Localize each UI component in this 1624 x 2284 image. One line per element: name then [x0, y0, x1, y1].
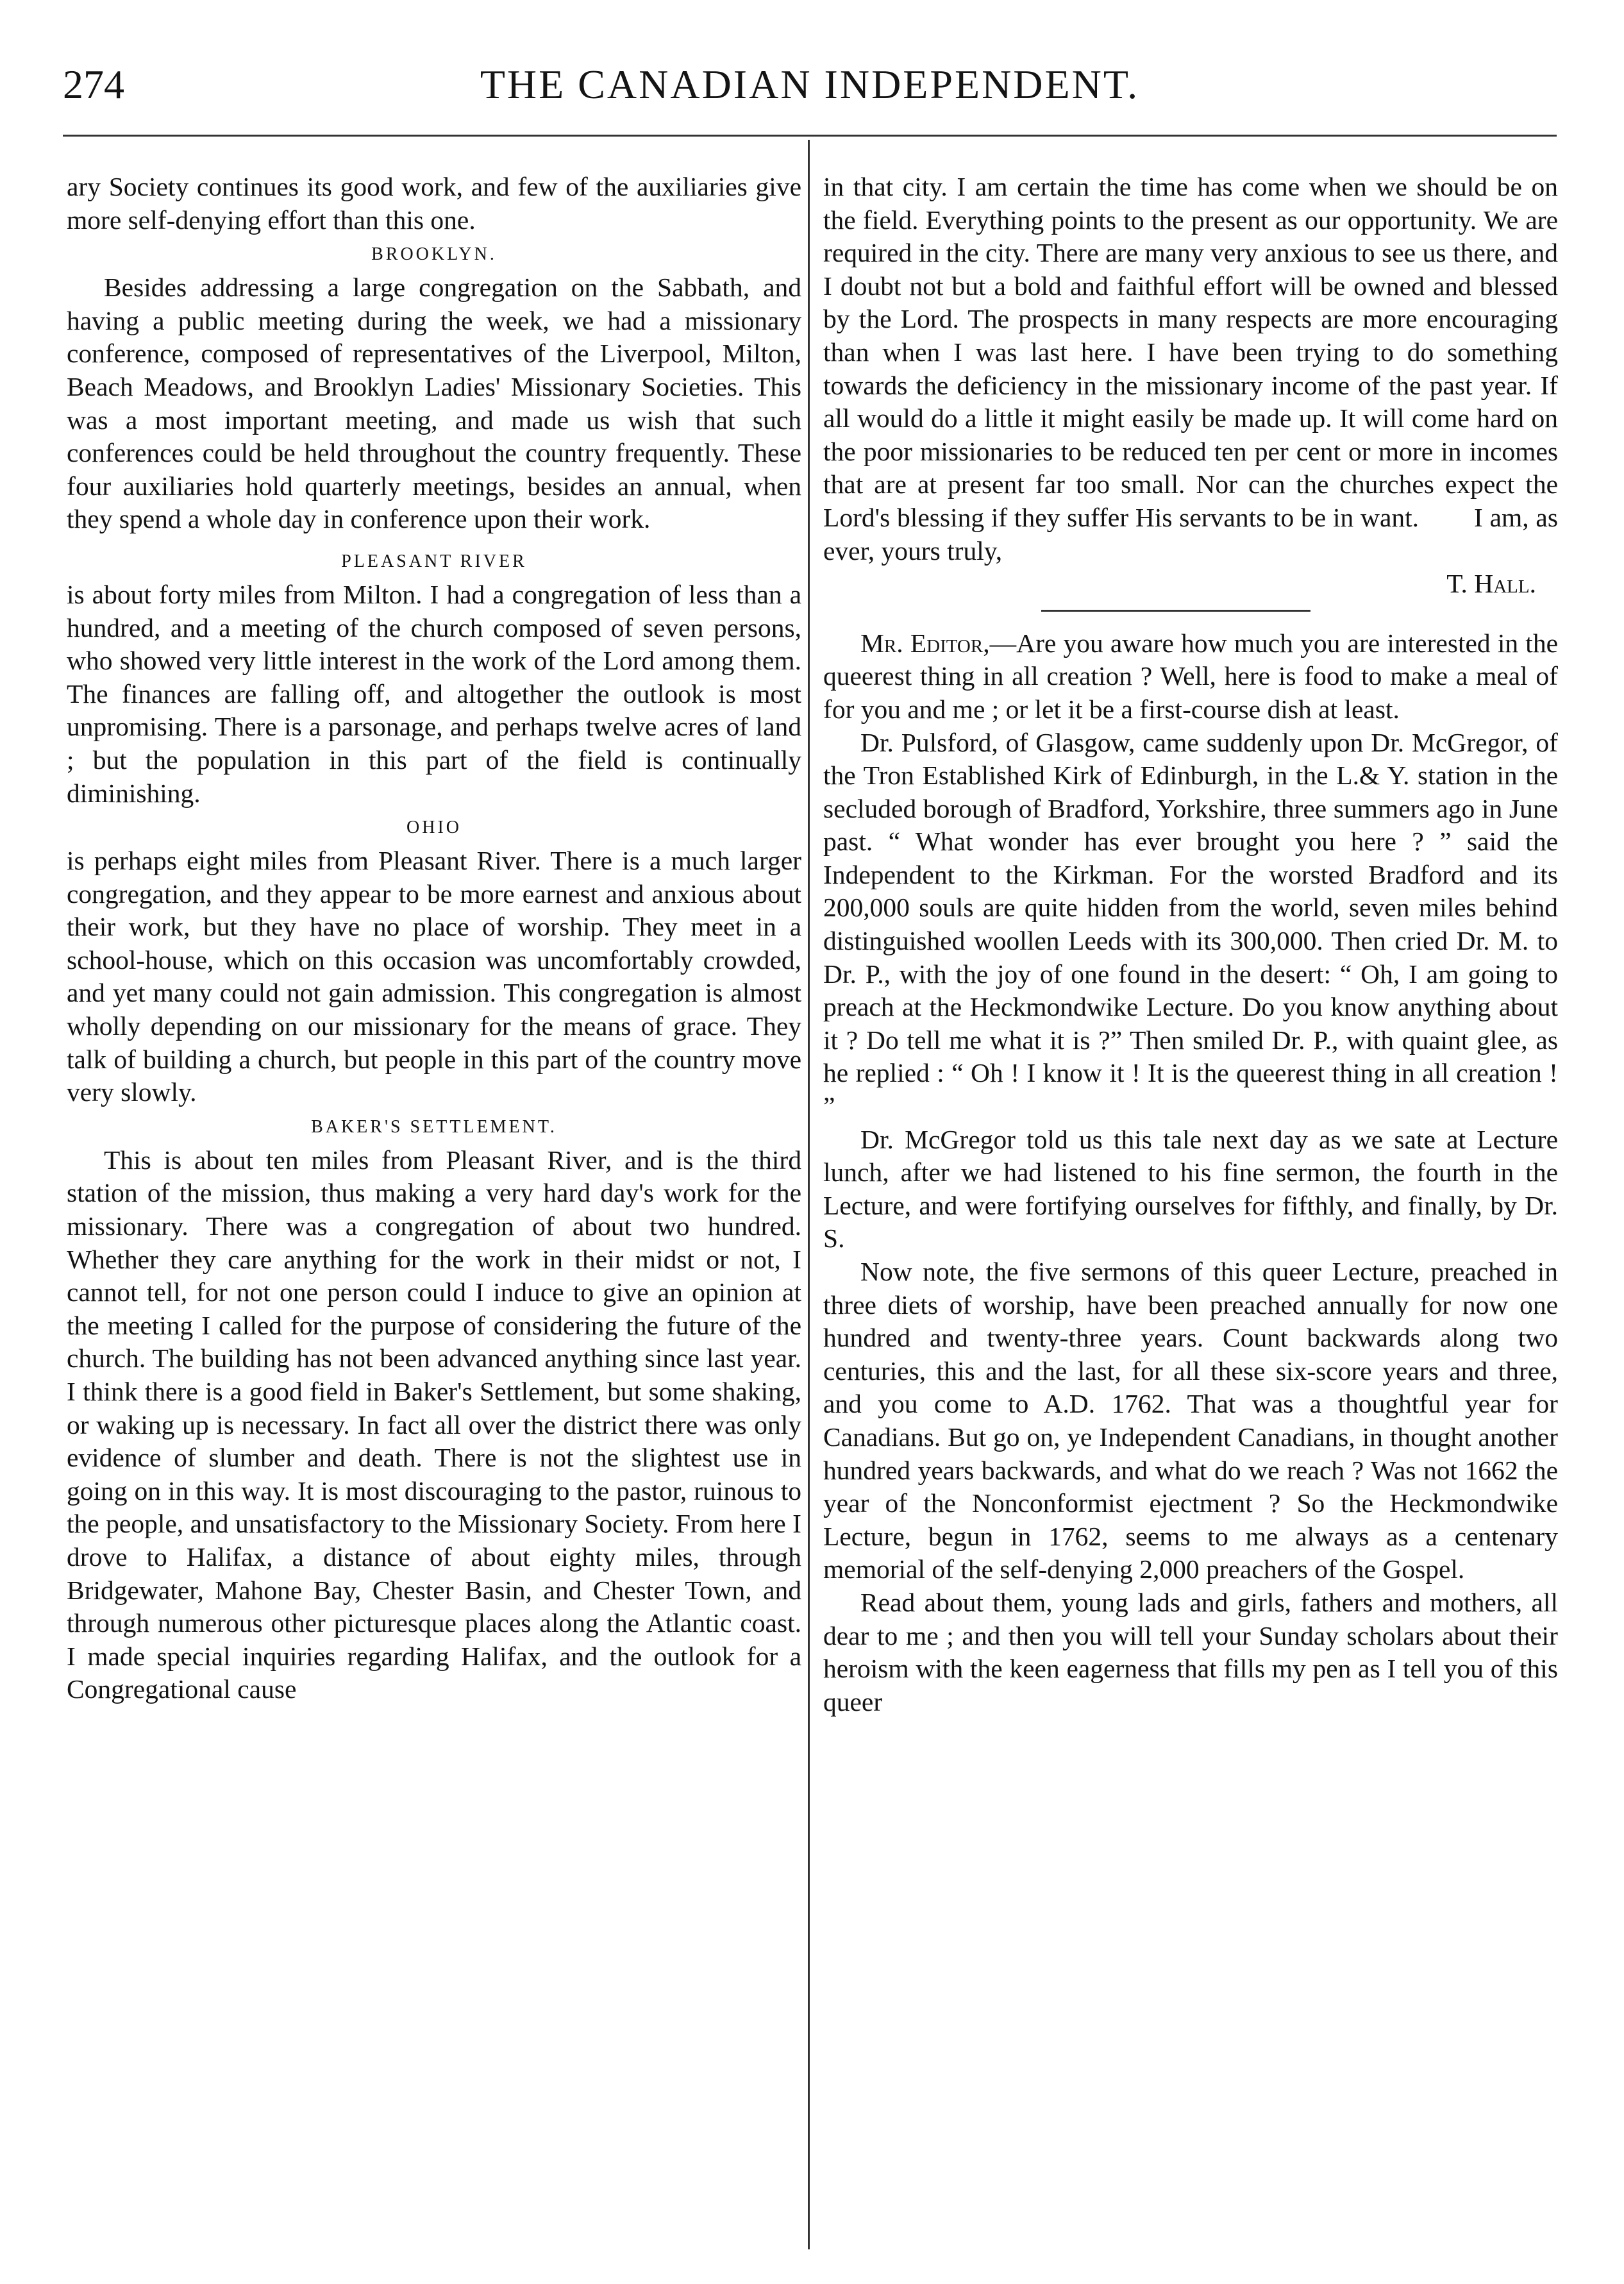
- letter-paragraph-text: —Are you aware how much you are interested in the queerest thing in all creation ? Well, here is food to make a meal of for you and me ; or let it be a first-course dish at least.: [823, 628, 1558, 724]
- section-heading-brooklyn: BROOKLYN.: [371, 244, 497, 265]
- section-text-pleasant-river: is about forty miles from Milton. I had a congregation of less than a hundred, and a meeting of the church composed of seven persons, who showed very little interest in the work of the Lord among them. The finances are falling off, and altogether the outlook is most unpromising. There is a parsonage, and perhaps twelve acres of land ; but the population in this part of the field is continually diminishing.: [67, 579, 801, 808]
- section-heading-pleasant-river: PLEASANT RIVER: [341, 551, 527, 571]
- section-text-bakers-settlement: This is about ten miles from Pleasant River, and is the third station of the mission, thus making a very hard day's work for the missionary. There was a congregation of about two hundred. Whether they care anything for the work in their midst or not, I cannot tell, for not one person could I induce to give an opinion at the meeting I called for the purpose of considering the future of the church. The building has not been advanced anything since last year. I think there is a good field in Baker's Settlement, but some shaking, or waking up is necessary. In fact all over the district there was only evidence of slumber and death. There is not the slightest use in going on in this way. It is most discouraging to the pastor, ruinous to the people, and unsatisfactory to the Missionary Society. From here I drove to Halifax, a distance of about eighty miles, through Bridgewater, Mahone Bay, Chester Basin, and Chester Town, and through numerous other picturesque places along the Atlantic coast. I made special inquiries regarding Halifax, and the outlook for a Congregational cause: [67, 1145, 801, 1704]
- section-text-brooklyn: Besides addressing a large congregation on the Sabbath, and having a public meeting during the week, we had a missionary conference, composed of representatives of the Liverpool, Milton, Beach Meadows, and Brooklyn Ladies' Missionary Societies. This was a most important meeting, and made us wish that such conferences could be held throughout the country frequently. These four auxiliaries hold quarterly meetings, besides an annual, when they spend a whole day in conference upon their work.: [67, 273, 801, 534]
- letter-salutation: Mr. Editor,: [860, 628, 990, 658]
- running-head: [63, 50, 1557, 121]
- header-rule: [63, 135, 1557, 137]
- letter-paragraph: [823, 627, 1558, 726]
- signature-rule: [1041, 610, 1310, 612]
- journal-title: THE CANADIAN INDEPENDENT.: [480, 62, 1140, 107]
- letter-paragraph: Read about them, young lads and girls, fathers and mothers, all dear to me ; and then you will tell your Sunday scholars about their heroism with the keen eagerness that fills my pen as I tell you of this queer: [823, 1587, 1558, 1717]
- section-heading-ohio: OHIO: [406, 818, 462, 838]
- signature-name: T. Hall.: [1446, 569, 1536, 599]
- letter-paragraph: Now note, the five sermons of this queer Lecture, preached in three diets of worship, have been preached annually for now one hundred and twenty-three years. Count backwards along two centuries, this and the last, for all these six-score years and three, and you come to A.D. 1762. That was a thoughtful year for Canadians. But go on, ye Independent Canadians, in thought another hundred years backwards, and what do we reach ? Was not 1662 the year of the Nonconformist ejectment ? So the Heckmondwike Lecture, begun in 1762, seems to me always as a centenary memorial of the self-denying 2,000 preachers of the Gospel.: [823, 1257, 1558, 1584]
- column-divider: [808, 140, 810, 2249]
- page-number: 274: [63, 62, 124, 107]
- continuation-paragraph: [823, 171, 1558, 567]
- signature: [823, 567, 1558, 601]
- left-column: [67, 171, 801, 1706]
- intro-paragraph: ary Society continues its good work, and few of the auxiliaries give more self-denying effort than this one.: [67, 172, 801, 235]
- letter-paragraph: Dr. McGregor told us this tale next day as we sate at Lecture lunch, after we had listened to his fine sermon, the fourth in the Lecture, and were fortifying ourselves for fifthly, and finally, by Dr. S.: [823, 1124, 1558, 1254]
- letter-closing: I am, as ever, yours truly,: [823, 502, 1558, 566]
- section-text-ohio: is perhaps eight miles from Pleasant River. There is a much larger congregation, and they appear to be more earnest and anxious about their work, but they have no place of worship. They meet in a school-house, which on this occasion was uncomfortably crowded, and yet many could not gain admission. This congregation is almost wholly depending on our missionary for the means of grace. They talk of building a church, but people in this part of the country move very slowly.: [67, 846, 801, 1107]
- right-column: [823, 171, 1558, 1718]
- continuation-text: in that city. I am certain the time has come when we should be on the field. Everything points to the present as our opportunity. We are required in the city. There are many very anxious to see us there, and I doubt not but a bold and faithful effort will be owned and blessed by the Lord. The prospects in many respects are more encouraging than when I was last here. I have been trying to do something towards the deficiency in the missionary income of the past year. If all would do a little it might easily be made up. It will come hard on the poor missionaries to be reduced ten per cent or more in incomes that are at present far too small. Nor can the churches expect the Lord's blessing if they suffer His servants to be in want.: [823, 172, 1558, 532]
- letter-paragraph: Dr. Pulsford, of Glasgow, came suddenly upon Dr. McGregor, of the Tron Established Kirk of Edinburgh, in the L.& Y. station in the secluded borough of Bradford, Yorkshire, three summers ago in June past. “ What wonder has ever brought you here ? ” said the Independent to the Kirkman. For the worsted Bradford and its 200,000 souls are quite hidden from the world, seven miles behind distinguished woollen Leeds with its 300,000. Then cried Dr. M. to Dr. P., with the joy of one found in the desert: “ Oh, I am going to preach at the Heckmondwike Lecture. Do you know anything about it ? Do tell me what it is ?” Then smiled Dr. P., with quaint glee, as he replied : “ Oh ! I know it ! It is the queerest thing in all creation ! ”: [823, 727, 1558, 1121]
- section-heading-bakers-settlement: BAKER'S SETTLEMENT.: [311, 1116, 557, 1137]
